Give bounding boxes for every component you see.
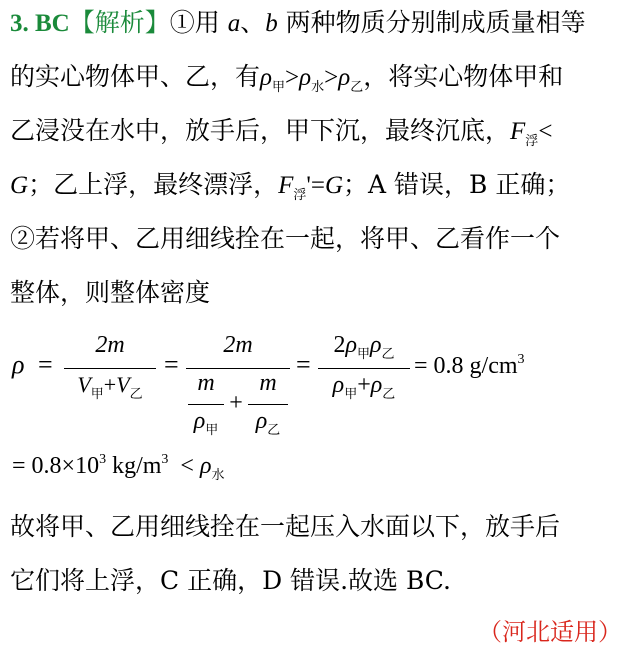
subscript: 浮 [293,188,307,203]
region-label: （河北适用） [478,618,622,646]
text: 、 [240,8,266,37]
superscript: 3 [99,452,107,467]
plus: + [229,390,243,416]
numerator: 2m [223,332,253,358]
V: V [77,372,91,397]
subscript: 水 [211,467,225,482]
rho: ρ [193,408,206,434]
F: F [278,172,294,199]
solution-line-9 [10,564,451,598]
fraction-1 [64,330,156,400]
text: 整体，则整体密度 [10,278,211,307]
solution-line-3 [10,114,552,159]
rho: ρ [199,453,212,479]
solution-line-4 [10,168,570,213]
superscript: 3 [161,452,169,467]
solution-line-6 [10,276,210,310]
rho: ρ [370,372,383,398]
subscript: 乙 [267,422,281,437]
rho: ρ [255,408,268,434]
inner-fraction-jia [186,370,226,440]
result-text: = 0.8×10 [12,453,100,479]
denominator [64,372,156,402]
subscript: 甲 [90,386,104,401]
subscript: 乙 [381,346,395,361]
subscript: 甲 [344,386,358,401]
rho: ρ [338,64,351,91]
subscript: 乙 [129,386,143,401]
text: '= [306,172,325,199]
result-text: kg/m [106,453,162,479]
plus: + [103,372,117,397]
two: 2 [333,332,346,358]
equals: = [296,350,311,379]
gt: > [324,64,339,91]
text: ②若将甲、乙用细线拴在一起，将甲、乙看作一个 [10,224,561,253]
subscript: 甲 [356,346,370,361]
m: m [259,370,277,396]
subscript: 乙 [350,80,364,95]
text: 两种物质分别制成质量相等 [277,8,586,37]
eq-rho [12,350,24,380]
var-a: a [227,10,241,37]
subscript: 乙 [382,386,396,401]
fraction-2 [186,330,290,446]
text: ①用 [169,8,228,37]
subscript: 浮 [525,134,539,149]
equals: = [164,350,179,379]
G: G [10,172,29,199]
equals: = [38,350,53,379]
analysis-tag: 【解析】 [69,8,170,37]
inner-fraction-yi [246,370,290,440]
V: V [116,372,130,397]
rho: ρ [332,372,345,398]
solution-line-2 [10,60,563,105]
var-b: b [265,10,278,37]
solution-line-5 [10,222,560,256]
lt: < [180,453,194,479]
eq-sign [164,350,179,380]
fraction-3 [318,330,410,400]
subscript: 甲 [272,80,286,95]
rho: ρ [260,64,273,91]
rho: ρ [12,350,25,379]
m: m [197,370,215,396]
text: ；A 错误，B 正确； [343,170,571,199]
text: ；乙上浮，最终漂浮， [28,170,279,199]
question-number: 3. BC [10,10,70,37]
rho: ρ [299,64,312,91]
result-text: = 0.8 g/cm [414,353,518,379]
F: F [510,118,526,145]
subscript: 甲 [205,422,219,437]
solution-line-1 [10,6,586,41]
lt: < [538,118,553,145]
superscript: 3 [517,352,525,367]
subscript: 水 [311,80,325,95]
rho: ρ [345,332,357,358]
text: 的实心物体甲、乙，有 [10,62,261,91]
solution-line-8 [10,510,560,544]
text: 它们将上浮，C 正确，D 错误.故选 BC. [10,566,451,595]
rho: ρ [370,332,382,358]
numerator: 2m [95,332,125,358]
text: ，将实心物体甲和 [363,62,564,91]
result-1 [414,352,525,380]
result-2 [12,452,225,483]
eq-sign [296,350,311,380]
text: 乙浸没在水中，放手后，甲下沉，最终沉底， [10,116,511,145]
text: 故将甲、乙用细线拴在一起压入水面以下，放手后 [10,512,561,541]
plus: + [357,372,371,398]
G: G [324,172,344,199]
eq-sign [38,350,53,380]
gt: > [285,64,300,91]
